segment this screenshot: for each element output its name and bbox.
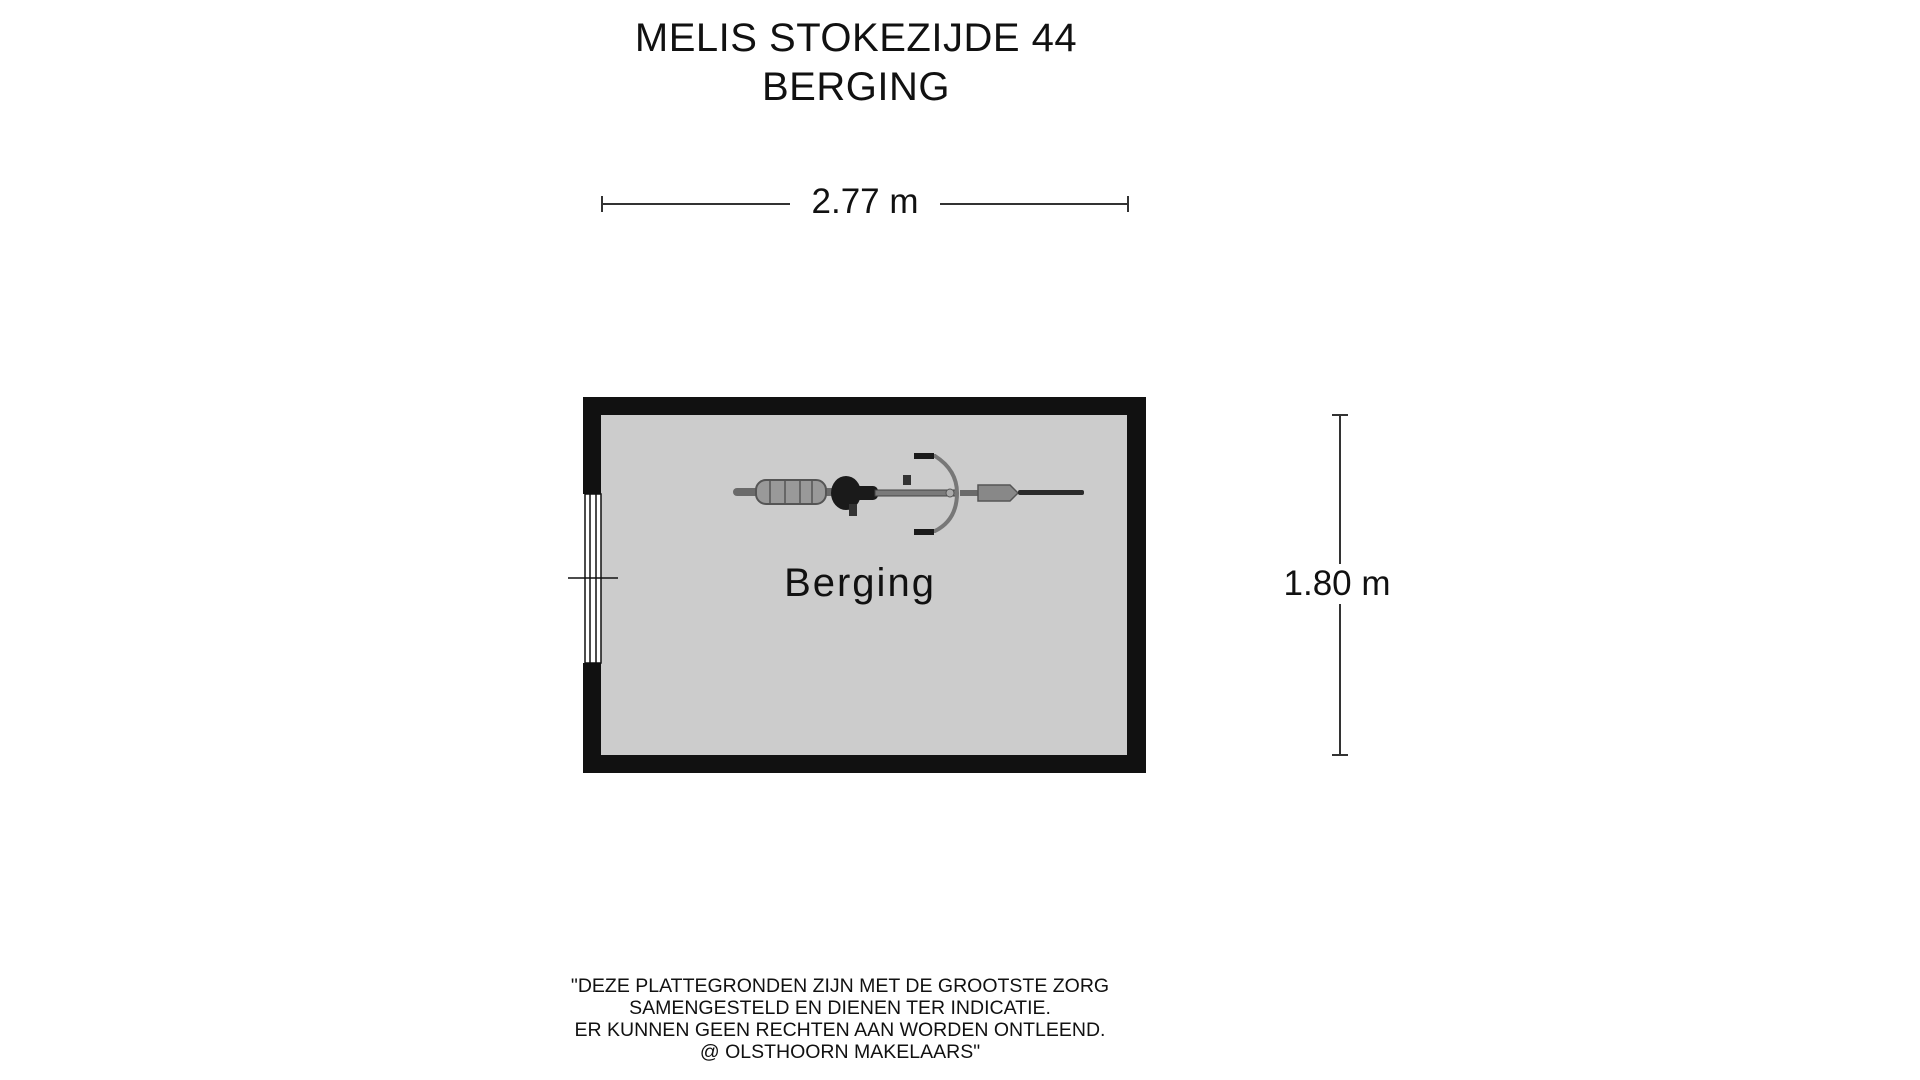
disclaimer-line: "DEZE PLATTEGRONDEN ZIJN MET DE GROOTSTE ZORG <box>570 975 1110 997</box>
address-title: MELIS STOKEZIJDE 44 <box>634 16 1078 60</box>
height-dimension-label: 1.80 m <box>1262 564 1412 604</box>
floor-title: BERGING <box>762 65 950 109</box>
disclaimer-line: @ OLSTHOORN MAKELAARS" <box>699 1041 981 1063</box>
disclaimer <box>470 975 1210 1063</box>
room-label: Berging <box>784 561 936 605</box>
disclaimer-line: ER KUNNEN GEEN RECHTEN AAN WORDEN ONTLEEND. <box>574 1019 1106 1041</box>
disclaimer-line: SAMENGESTELD EN DIENEN TER INDICATIE. <box>629 997 1051 1019</box>
width-dimension-label: 2.77 m <box>790 182 940 222</box>
